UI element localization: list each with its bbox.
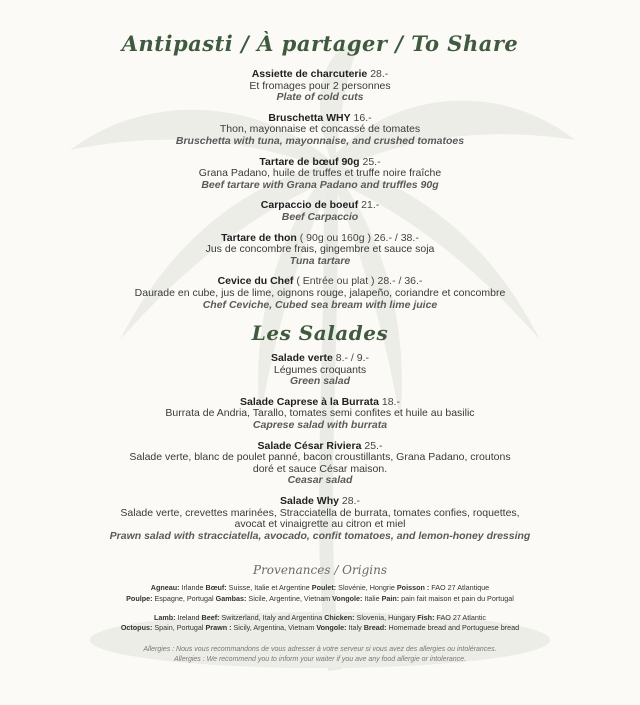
provenance-line bbox=[0, 623, 640, 634]
menu-item bbox=[0, 69, 640, 104]
provenance-line bbox=[0, 613, 640, 624]
menu-item bbox=[0, 113, 640, 148]
provenances-english bbox=[0, 613, 640, 634]
item-name: Salade César Riviera bbox=[257, 439, 362, 452]
origin-value: Sicile, Argentine, Vietnam bbox=[246, 594, 333, 603]
origin-value: FAO 27 Atlantic bbox=[434, 612, 487, 622]
item-note: ( 90g ou 160g ) bbox=[299, 231, 371, 244]
item-price: 8.- / 9.- bbox=[335, 352, 370, 365]
origin-key: Bread: bbox=[363, 623, 387, 633]
item-note: ( Entrée ou plat ) bbox=[296, 275, 375, 288]
origin-value: Espagne, Portugal bbox=[152, 594, 216, 603]
origin-key: Octopus: bbox=[120, 623, 153, 633]
provenance-line bbox=[0, 594, 640, 605]
item-name: Salade verte bbox=[270, 352, 333, 365]
section-title-salades: Les Salades bbox=[251, 321, 389, 346]
item-price: 18.- bbox=[381, 395, 400, 408]
item-description: Salade verte, blanc de poulet panné, bacon croustillants, Grana Padano, croutons bbox=[129, 451, 511, 464]
item-description: Légumes croquants bbox=[273, 363, 367, 376]
origin-key: Fish: bbox=[417, 612, 435, 622]
menu-item bbox=[0, 200, 640, 223]
origin-value: Irlande bbox=[179, 583, 206, 593]
salades-list bbox=[0, 353, 640, 542]
item-price: 28.- / 36.- bbox=[377, 275, 423, 288]
allergies-notice bbox=[0, 645, 640, 666]
provenances-french bbox=[0, 583, 640, 604]
item-english: Bruschetta with tuna, mayonnaise, and crushed tomatoes bbox=[175, 134, 465, 147]
item-description: Daurade en cube, jus de lime, oignons rouge, jalapeño, coriandre et concombre bbox=[134, 286, 506, 299]
item-english: Prawn salad with stracciatella, avocado, confit tomatoes, and lemon-honey dressing bbox=[109, 529, 531, 542]
origin-value: pain fait maison et pain du Portugal bbox=[399, 594, 514, 603]
origin-key: Bœuf: bbox=[205, 583, 227, 593]
item-name: Bruschetta WHY bbox=[268, 111, 351, 124]
origin-key: Poisson : bbox=[396, 583, 430, 593]
item-english: Green salad bbox=[289, 375, 351, 388]
item-english: Tuna tartare bbox=[289, 254, 351, 267]
item-price: 28.- bbox=[341, 495, 360, 508]
menu-item bbox=[0, 276, 640, 311]
item-english: Caprese salad with burrata bbox=[252, 419, 388, 432]
menu-item bbox=[0, 233, 640, 268]
item-name: Carpaccio de boeuf bbox=[260, 199, 359, 212]
item-price: 25.- bbox=[362, 155, 381, 168]
origin-value: Italy bbox=[346, 623, 364, 633]
origin-key: Poulpe: bbox=[126, 594, 153, 603]
origin-value: Suisse, Italie et Argentine bbox=[226, 583, 312, 593]
item-name: Cevice du Chef bbox=[217, 275, 294, 288]
origin-value: Slovénie, Hongrie bbox=[336, 583, 397, 593]
item-description: Thon, mayonnaise et concassé de tomates bbox=[219, 123, 421, 136]
menu-item bbox=[0, 353, 640, 388]
origin-key: Poulet: bbox=[311, 583, 337, 593]
provenance-line bbox=[0, 583, 640, 594]
item-description: Jus de concombre frais, gingembre et sauce soja bbox=[205, 243, 435, 256]
origin-key: Lamb: bbox=[153, 612, 176, 622]
origin-value: FAO 27 Atlantique bbox=[429, 583, 490, 593]
origin-key: Gambas: bbox=[215, 594, 247, 603]
item-description: doré et sauce César maison. bbox=[252, 462, 388, 475]
origin-key: Beef: bbox=[201, 612, 220, 622]
origin-value: Slovenia, Hungary bbox=[354, 612, 418, 622]
item-description: Salade verte, crevettes marinées, Stracciatella de burrata, tomates confies, roquettes, bbox=[120, 506, 520, 519]
section-title-antipasti: Antipasti / À partager / To Share bbox=[121, 31, 519, 56]
provenances-title: Provenances / Origins bbox=[253, 563, 387, 578]
item-description: Burrata de Andria, Tarallo, tomates semi confites et huile au basilic bbox=[165, 407, 475, 420]
item-english: Beef tartare with Grana Padano and truffles 90g bbox=[201, 178, 439, 191]
item-price: 21.- bbox=[361, 199, 380, 212]
item-english: Chef Ceviche, Cubed sea bream with lime juice bbox=[202, 298, 438, 311]
antipasti-list bbox=[0, 69, 640, 311]
allergies-french: Allergies : Nous vous recommandons de vous adresser à votre serveur si vous avez des allergies ou intolérances. bbox=[143, 645, 497, 653]
item-description: avocat et vinaigrette au citron et miel bbox=[234, 518, 406, 531]
item-price: 25.- bbox=[364, 439, 383, 452]
item-english: Plate of cold cuts bbox=[276, 91, 364, 104]
item-description: Et fromages pour 2 personnes bbox=[249, 79, 391, 92]
origin-key: Vongole: bbox=[316, 623, 347, 633]
origin-value: Spain, Portugal bbox=[152, 623, 206, 633]
menu-item bbox=[0, 157, 640, 192]
item-name: Salade Why bbox=[280, 495, 339, 508]
item-name: Assiette de charcuterie bbox=[251, 68, 368, 80]
item-price: 26.- / 38.- bbox=[373, 231, 419, 244]
origin-value: Italie bbox=[362, 594, 382, 603]
origin-key: Prawn : bbox=[205, 623, 232, 633]
item-description: Grana Padano, huile de truffes et truffe noire fraîche bbox=[198, 167, 442, 180]
menu-item bbox=[0, 397, 640, 432]
item-name: Salade Caprese à la Burrata bbox=[240, 395, 379, 408]
menu-item bbox=[0, 496, 640, 542]
origin-value: Homemade bread and Portuguese bread bbox=[386, 623, 520, 633]
origin-key: Chicken: bbox=[324, 612, 355, 622]
origin-value: Ireland bbox=[175, 612, 202, 622]
item-price: 16.- bbox=[353, 111, 372, 124]
origin-key: Pain: bbox=[381, 594, 400, 603]
origin-key: Vongole: bbox=[332, 594, 363, 603]
item-name: Tartare de bœuf 90g bbox=[259, 155, 360, 168]
item-english: Ceasar salad bbox=[287, 474, 353, 487]
item-name: Tartare de thon bbox=[221, 231, 297, 244]
allergies-english: Allergies : We recommend you to inform your waiter if you ave any food allergie or intolerance. bbox=[173, 656, 467, 664]
origin-value: Switzerland, Italy and Argentina bbox=[219, 612, 325, 622]
item-english: Beef Carpaccio bbox=[281, 210, 359, 223]
origin-value: Sicily, Argentina, Vietnam bbox=[231, 623, 317, 633]
item-price: 28.- bbox=[370, 68, 389, 80]
origin-key: Agneau: bbox=[150, 583, 180, 593]
menu-item bbox=[0, 441, 640, 487]
